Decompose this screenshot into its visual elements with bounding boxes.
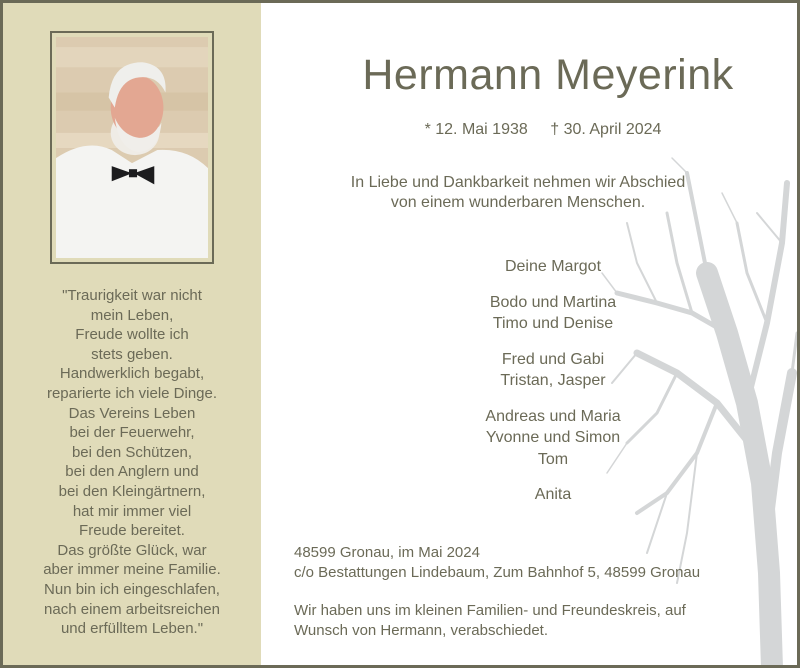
sidebar-panel [3,3,261,665]
portrait-illustration [56,37,208,258]
mourner-group [423,256,683,278]
farewell-message [303,173,733,213]
closing-note-line: Wunsch von Hermann, verabschiedet. [294,622,549,639]
quote-line: mein Leben, [90,306,174,324]
mourners-list [423,256,683,520]
mourner-group [423,406,683,471]
mourner-line: Anita [534,486,572,503]
quote-line: "Traurigkeit war nicht [62,287,202,304]
place-date: 48599 Gronau, im Mai 2024 [294,544,480,561]
mourner-line: Tom [537,450,569,468]
quote-line: und erfülltem Leben." [60,620,204,638]
quote-line: Freude bereitet. [79,522,185,540]
mourner-line: Fred und Gabi [501,350,605,368]
farewell-line: In Liebe und Dankbarkeit nehmen wir Abschied [350,174,686,191]
quote-line: bei den Anglern und [65,463,199,481]
quote-line: Nun bin ich eingeschlafen, [44,580,220,598]
quote-line: aber immer meine Familie. [43,561,221,579]
quote-line: Das größte Glück, war [57,541,207,559]
spacer [294,583,784,601]
mourner-line: Andreas und Maria [485,407,621,425]
life-dates [303,121,783,139]
mourner-line: Tristan, Jasper [500,372,606,389]
mourner-line: Timo und Denise [492,315,614,332]
closing-note-line: Wir haben uns im kleinen Familien- und Freundeskreis, auf [294,602,686,619]
quote-line: Das Vereins Leben [68,404,196,422]
portrait-frame [50,31,214,264]
funeral-home-address: c/o Bestattungen Lindebaum, Zum Bahnhof 5, 48599 Gronau [294,564,701,581]
mourner-line: Bodo und Martina [489,293,617,311]
quote-line: bei den Kleingärtnern, [58,482,206,500]
quote-line: reparierte ich viele Dinge. [46,384,218,402]
farewell-line: von einem wunderbaren Menschen. [390,194,646,211]
quote-line: nach einem arbeitsreichen [44,600,220,618]
quote-line: Handwerklich begabt, [59,365,205,383]
quote-line: hat mir immer viel [72,502,192,520]
quote-line: stets geben. [91,345,173,363]
quote-line: Freude wollte ich [75,326,189,344]
birth-date: * 12. Mai 1938 [424,121,528,138]
death-date: † 30. April 2024 [550,121,662,138]
mourner-line: Yvonne und Simon [485,429,621,446]
quote-line: bei den Schützen, [71,443,193,461]
footer-info [294,543,784,641]
mourner-group [423,292,683,335]
mourner-group [423,484,683,506]
quote-line: bei der Feuerwehr, [69,424,195,442]
mourner-line: Deine Margot [504,258,602,275]
quote-text [3,286,261,639]
deceased-name: Hermann Meyerink [362,51,734,99]
portrait-photo [56,37,208,258]
mourner-group [423,349,683,392]
